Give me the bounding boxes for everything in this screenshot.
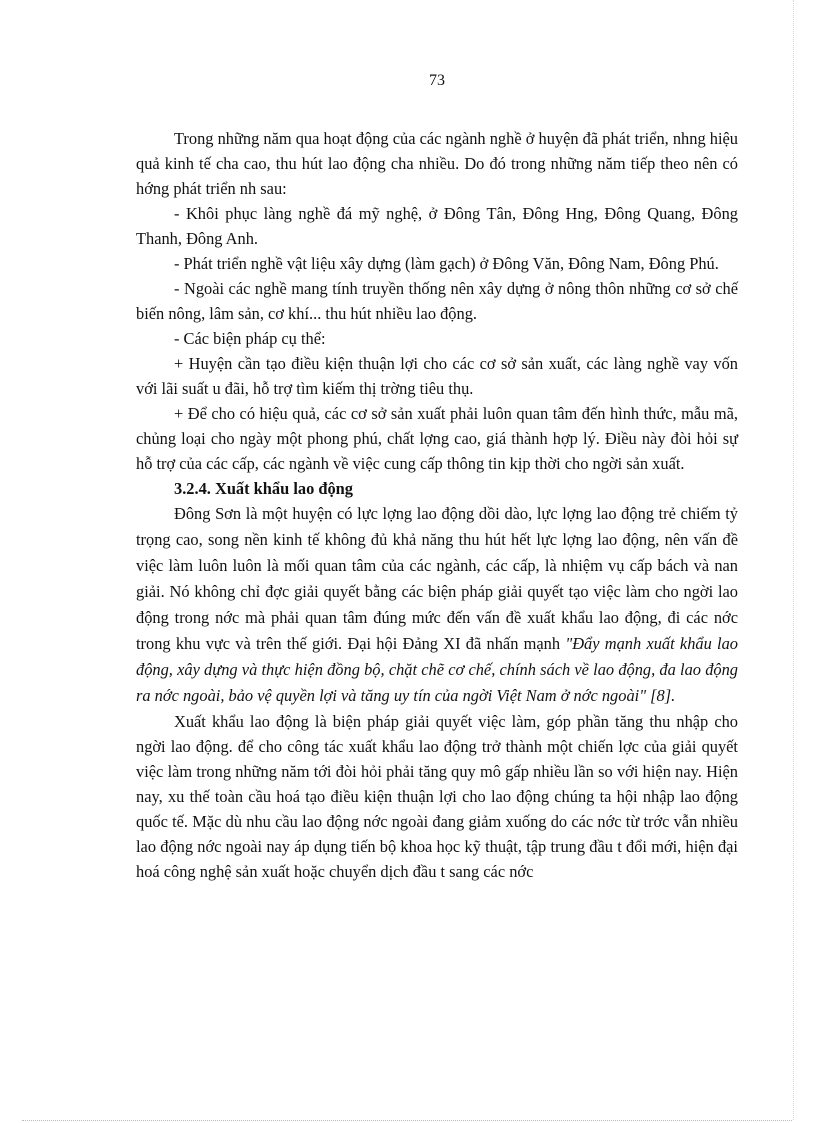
page-number: 73 bbox=[429, 72, 445, 89]
party-congress-quote: "Đẩy mạnh xuất khẩu lao động, xây dựng và thực hiện đồng bộ, chặt chẽ cơ chế, chính sách về lao động, đa lao động ra nớc ngoài, bảo vệ quyền lợi và tăng uy tín của ngời Việt Nam ở nớc ngoài" [8]. bbox=[136, 634, 738, 705]
page-border-right bbox=[793, 0, 794, 1120]
page-border-bottom bbox=[22, 1120, 792, 1121]
labor-export-text: Đông Sơn là một huyện có lực lợng lao động dồi dào, lực lợng lao động trẻ chiếm tỷ trọng cao, song nền kinh tế không đủ khả năng thu hút hết lực lợng lao động, nên vấn đề việc làm luôn luôn là mối quan tâm của các ngành, các cấp, là nhiệm vụ cấp bách và nan giải. Nó không chỉ đợc giải quyết bằng các biện pháp giải quyết tạo việc làm cho ngời lao động trong nớc mà phải quan tâm đúng mức đến vấn đề xuất khẩu lao động, đi các nớc trong khu vực và trên thế giới. Đại hội Đảng XI đã nhấn mạnh bbox=[136, 504, 738, 653]
paragraph-labor-export bbox=[136, 501, 738, 709]
paragraph-product-quality: + Để cho có hiệu quả, các cơ sở sản xuất phải luôn quan tâm đến hình thức, mẫu mã, chủng loại cho ngày một phong phú, chất lợng cao, giá thành hợp lý. Điều này đòi hỏi sự hỗ trợ của các cấp, các ngành về việc cung cấp thông tin kịp thời cho ngời sản xuất. bbox=[136, 404, 738, 473]
paragraph-building-materials: - Phát triển nghề vật liệu xây dựng (làm gạch) ở Đông Văn, Đông Nam, Đông Phú. bbox=[174, 254, 719, 273]
document-body bbox=[136, 126, 738, 884]
paragraph-intro: Trong những năm qua hoạt động của các ngành nghề ở huyện đã phát triển, nhng hiệu quả kinh tế cha cao, thu hút lao động cha nhiều. Do đó trong những năm tiếp theo nên có hớng phát triển nh sau: bbox=[136, 129, 738, 198]
paragraph-processing-facilities: - Ngoài các nghề mang tính truyền thống nên xây dựng ở nông thôn những cơ sở chế biến nông, lâm sản, cơ khí... thu hút nhiều lao động. bbox=[136, 279, 738, 323]
paragraph-restore-stone-craft: - Khôi phục làng nghề đá mỹ nghệ, ở Đông Tân, Đông Hng, Đông Quang, Đông Thanh, Đông Anh. bbox=[136, 204, 738, 248]
paragraph-specific-measures: - Các biện pháp cụ thể: bbox=[174, 329, 326, 348]
paragraph-labor-export-benefits: Xuất khẩu lao động là biện pháp giải quyết việc làm, góp phần tăng thu nhập cho ngời lao động. để cho công tác xuất khẩu lao động trở thành một chiến lợc của giải quyết việc làm trong những năm tới đòi hỏi phải tăng quy mô gấp nhiều lần so với hiện nay. Hiện nay, xu thế toàn cầu hoá tạo điều kiện thuận lợi cho lao động chúng ta hội nhập lao động quốc tế. Mặc dù nhu cầu lao động nớc ngoài đang giảm xuống do các nớc từ trớc vẫn nhiều lao động nớc ngoài nay áp dụng tiến bộ khoa học kỹ thuật, tập trung đầu t đổi mới, hiện đại hoá công nghệ sản xuất hoặc chuyển dịch đầu t sang các nớc bbox=[136, 712, 738, 881]
paragraph-loan-support: + Huyện cần tạo điều kiện thuận lợi cho các cơ sở sản xuất, các làng nghề vay vốn với lãi suất u đãi, hỗ trợ tìm kiếm thị trờng tiêu thụ. bbox=[136, 354, 738, 398]
section-heading: 3.2.4. Xuất khẩu lao động bbox=[174, 479, 353, 498]
